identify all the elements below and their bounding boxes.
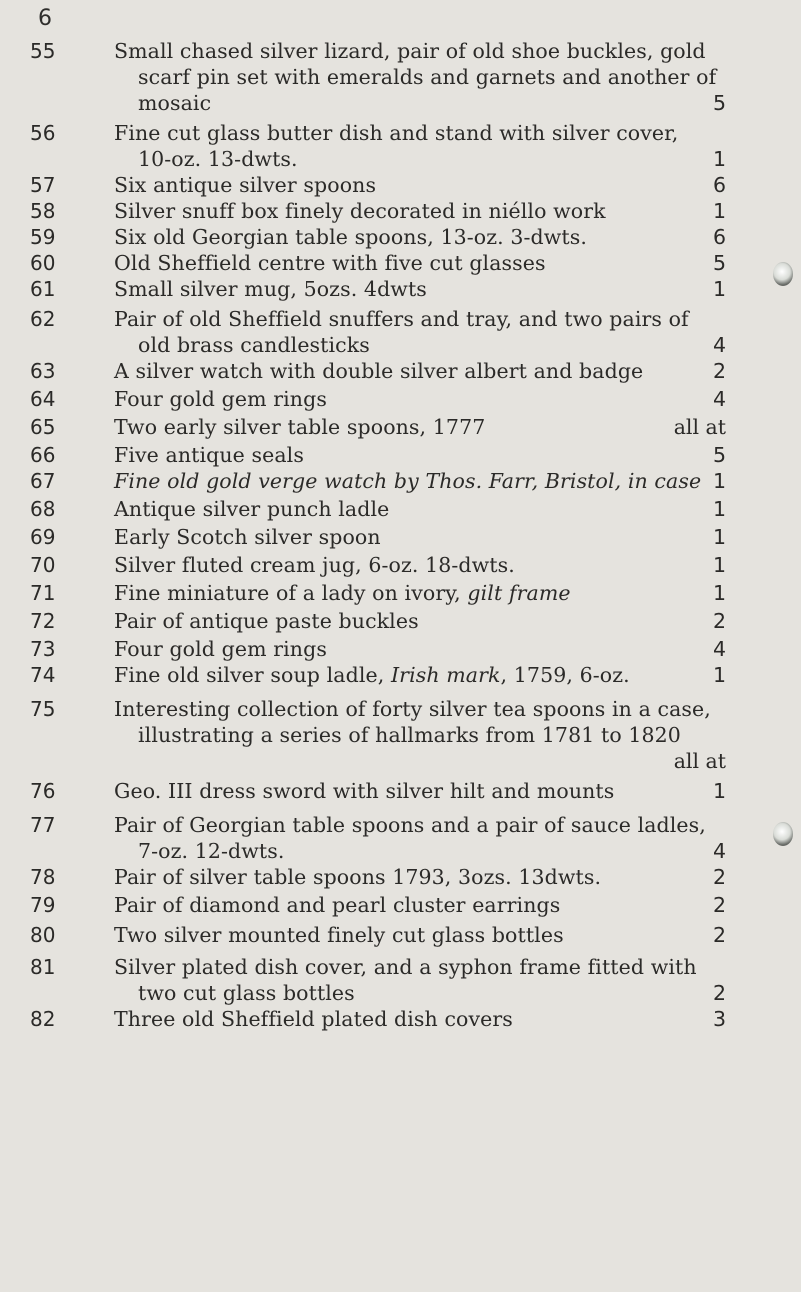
lot-description: Pair of antique paste buckles [114, 609, 419, 633]
lot-quantity: 1 [712, 147, 726, 171]
lot-quantity: 2 [712, 865, 726, 889]
desc-line: 7-oz. 12-dwts. [138, 839, 285, 863]
lot-quantity: 6 [712, 173, 726, 197]
lot-quantity: 2 [712, 609, 726, 633]
lot-number: 61 [30, 277, 56, 301]
lot-description: Silver snuff box finely decorated in niéllo work [114, 199, 606, 223]
lot-description: Geo. III dress sword with silver hilt and mounts [114, 779, 615, 803]
lot-number: 79 [30, 893, 56, 917]
lot-number: 63 [30, 359, 56, 383]
lot-number: 69 [30, 525, 56, 549]
lot71-text [114, 581, 571, 605]
lot-description [114, 662, 718, 688]
lot-number: 81 [30, 955, 56, 979]
lot-quantity: 5 [712, 443, 726, 467]
lot-description: Silver fluted cream jug, 6-oz. 18-dwts. [114, 553, 515, 577]
desc-line: Silver plated dish cover, and a syphon frame fitted with [114, 955, 697, 979]
lot-number: 74 [30, 663, 56, 687]
lot-quantity: 4 [712, 387, 726, 411]
italic-text: Irish mark [390, 663, 501, 687]
lot-number: 66 [30, 443, 56, 467]
lot-quantity: 1 [712, 469, 726, 493]
lot-description: Early Scotch silver spoon [114, 525, 381, 549]
desc-line: Fine cut glass butter dish and stand with silver cover, [114, 121, 679, 145]
italic-text: gilt frame [467, 581, 571, 605]
lot-number: 64 [30, 387, 56, 411]
lot-description [114, 306, 718, 358]
lot-description: Two silver mounted finely cut glass bottles [114, 923, 564, 947]
lot-number: 67 [30, 469, 56, 493]
lot-description: Pair of silver table spoons 1793, 3ozs. 13dwts. [114, 865, 602, 889]
lot-number: 76 [30, 779, 56, 803]
lot-number: 60 [30, 251, 56, 275]
lot-quantity: 1 [712, 199, 726, 223]
lot-quantity: 2 [712, 359, 726, 383]
lot-description: Six antique silver spoons [114, 173, 377, 197]
desc-line: two cut glass bottles [138, 981, 355, 1005]
lot-number: 75 [30, 697, 56, 721]
lot-description: Old Sheffield centre with five cut glasses [114, 251, 546, 275]
binding-hole-icon [773, 262, 793, 286]
roman-text: Fine old silver soup ladle, [114, 663, 391, 687]
lot-number: 65 [30, 415, 56, 439]
lot-quantity: 5 [712, 251, 726, 275]
lot-number: 78 [30, 865, 56, 889]
lot-description [114, 468, 718, 494]
page-number: 6 [38, 6, 52, 31]
desc-line: mosaic [138, 91, 212, 115]
lot-description [114, 120, 718, 172]
lot-description: Antique silver punch ladle [114, 497, 390, 521]
roman-text: Fine miniature of a lady on ivory, [114, 581, 468, 605]
lot-number: 59 [30, 225, 56, 249]
lot-description: Four gold gem rings [114, 387, 327, 411]
lot-description [114, 954, 718, 1006]
desc-line: illustrating a series of hallmarks from 1781 to 1820 [138, 723, 681, 747]
italic-text: Fine old gold verge watch by Thos. Farr, Bristol, in case [114, 469, 702, 493]
lot-quantity: 4 [712, 839, 726, 863]
lot-description [114, 696, 718, 748]
lot-quantity: 1 [712, 663, 726, 687]
lot-quantity: 2 [712, 893, 726, 917]
lot-quantity: 5 [712, 91, 726, 115]
lot-description: Three old Sheffield plated dish covers [114, 1007, 513, 1031]
lot-number: 70 [30, 553, 56, 577]
lot-number: 77 [30, 813, 56, 837]
binding-hole-icon [773, 822, 793, 846]
lot-number: 62 [30, 307, 56, 331]
lot-quantity: 2 [712, 923, 726, 947]
lot-description [114, 812, 718, 864]
lot-description: Six old Georgian table spoons, 13-oz. 3-dwts. [114, 225, 587, 249]
lot-number: 55 [30, 39, 56, 63]
lot-quantity: 2 [712, 981, 726, 1005]
desc-line: Pair of Georgian table spoons and a pair of sauce ladles, [114, 813, 706, 837]
lot-quantity: 1 [712, 525, 726, 549]
lot-description: Two early silver table spoons, 1777 [114, 415, 486, 439]
lot-description [114, 38, 718, 116]
lot-quantity: 1 [712, 277, 726, 301]
lot-number: 58 [30, 199, 56, 223]
lot-number: 73 [30, 637, 56, 661]
desc-line: Small chased silver lizard, pair of old shoe buckles, gold [114, 39, 706, 63]
lot-quantity: 1 [712, 779, 726, 803]
lot-description: Five antique seals [114, 443, 304, 467]
lot-number: 82 [30, 1007, 56, 1031]
lot-number: 71 [30, 581, 56, 605]
lot-quantity: all at [673, 749, 726, 773]
lot-quantity: 1 [712, 553, 726, 577]
lot-description: Small silver mug, 5ozs. 4dwts [114, 277, 427, 301]
lot-quantity: 6 [712, 225, 726, 249]
lot-quantity: 1 [712, 497, 726, 521]
desc-line: scarf pin set with emeralds and garnets and another of [138, 65, 717, 89]
lot-quantity: 4 [712, 333, 726, 357]
lot-number: 72 [30, 609, 56, 633]
desc-line: old brass candlesticks [138, 333, 370, 357]
lot-number: 80 [30, 923, 56, 947]
desc-line: 10-oz. 13-dwts. [138, 147, 298, 171]
lot-quantity: all at [673, 415, 726, 439]
roman-text: , 1759, 6-oz. [500, 663, 630, 687]
lot-quantity: 1 [712, 581, 726, 605]
lot-description: Four gold gem rings [114, 637, 327, 661]
lot-quantity: 4 [712, 637, 726, 661]
lot-number: 56 [30, 121, 56, 145]
lot-description: A silver watch with double silver albert and badge [114, 359, 644, 383]
lot-quantity: 3 [712, 1007, 726, 1031]
lot-description: Pair of diamond and pearl cluster earrings [114, 893, 561, 917]
lot-number: 57 [30, 173, 56, 197]
lot-number: 68 [30, 497, 56, 521]
lot-description [114, 580, 718, 606]
desc-line: Pair of old Sheffield snuffers and tray, and two pairs of [114, 307, 689, 331]
lot74-text [114, 663, 630, 687]
desc-line: Interesting collection of forty silver tea spoons in a case, [114, 697, 711, 721]
